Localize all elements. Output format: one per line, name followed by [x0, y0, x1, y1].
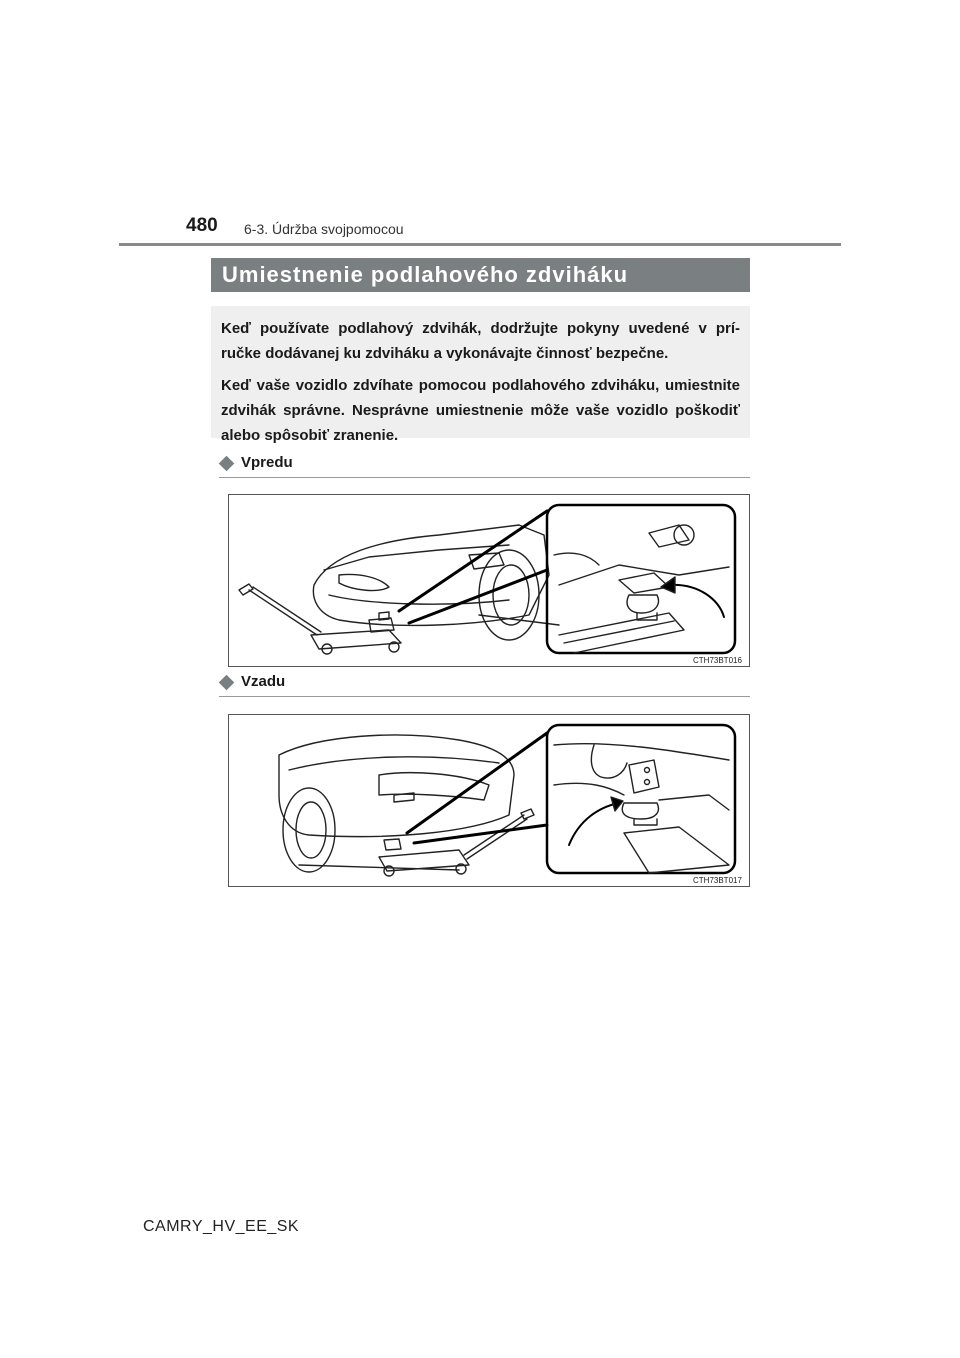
- front-jack-illustration: [229, 495, 750, 667]
- section-reference: 6-3. Údržba svojpomocou: [244, 221, 404, 237]
- section-title: Umiestnenie podlahového zdviháku: [211, 258, 750, 292]
- intro-paragraph-2: Keď vaše vozidlo zdvíhate pomocou podlahového zdviháku, umiestnite zdvihák správne. Nesprávne umiestnenie môže vaše vozidlo poškodiť alebo spôsobiť zranenie.: [221, 377, 740, 444]
- header-rule: [119, 243, 841, 246]
- subheading-rule: [219, 477, 750, 478]
- subheading-rule: [219, 696, 750, 697]
- diamond-bullet-icon: [219, 456, 235, 472]
- intro-box: [211, 306, 750, 444]
- figure-rear-jack-point: [228, 714, 750, 887]
- figure-front-jack-point: [228, 494, 750, 667]
- intro-paragraph-1: Keď používate podlahový zdvihák, dodržujte pokyny uvedené v prí-ručke dodávanej ku zdviháku a vykonávajte činnosť bezpečne.: [221, 320, 740, 362]
- subheading-label: Vzadu: [241, 673, 286, 690]
- subheading-front: [219, 454, 750, 476]
- figure-rear-code: CTH73BT017: [693, 876, 742, 885]
- diamond-bullet-icon: [219, 675, 235, 691]
- rear-jack-illustration: [229, 715, 750, 887]
- figure-front-code: CTH73BT016: [693, 656, 742, 665]
- footer-model-code: CAMRY_HV_EE_SK: [143, 1218, 300, 1235]
- subheading-rear: [219, 673, 750, 695]
- page-number: 480: [186, 215, 218, 236]
- subheading-label: Vpredu: [241, 454, 293, 471]
